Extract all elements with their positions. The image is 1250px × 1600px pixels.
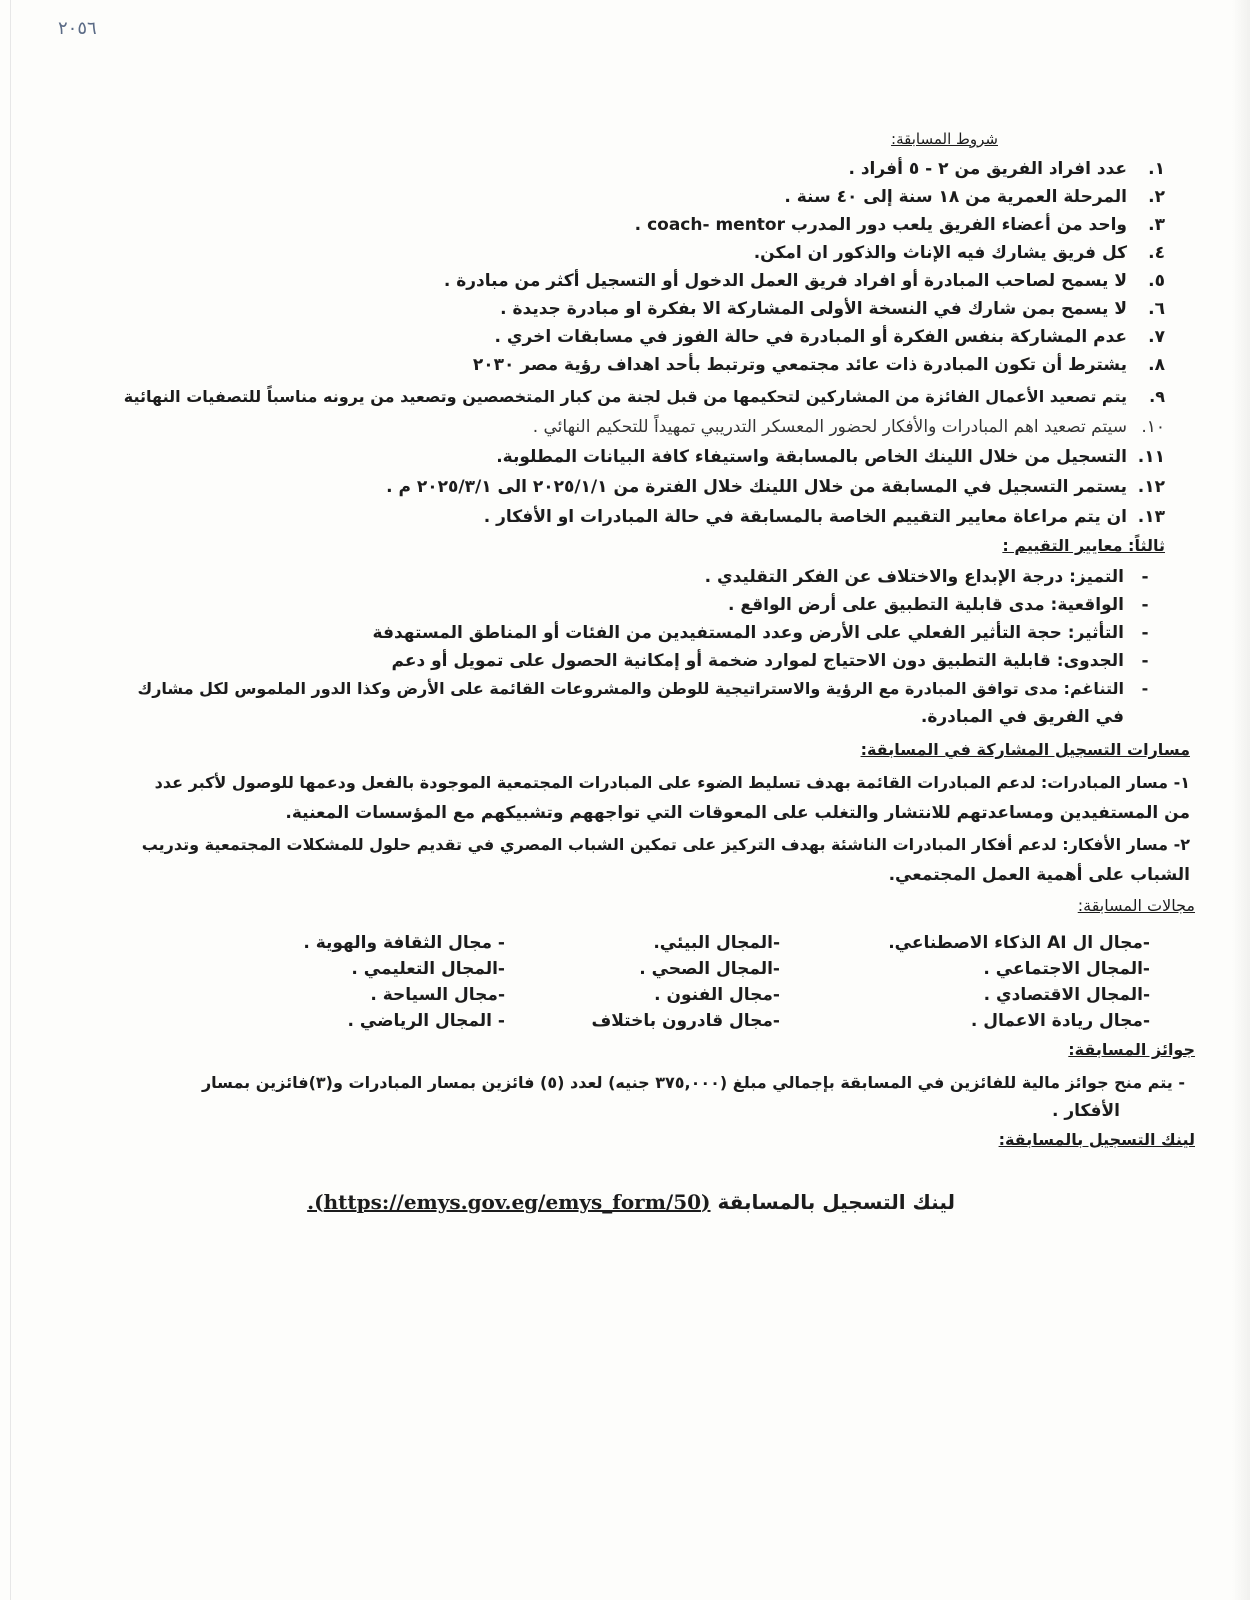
conditions-heading: شروط المسابقة:: [891, 130, 998, 148]
registration-heading: لينك التسجيل بالمسابقة:: [998, 1130, 1195, 1149]
criteria-item: -التميز: درجة الإبداع والاختلاف عن الفكر التقليدي .: [704, 567, 1149, 587]
field-sports: - المجال الرياضي .: [347, 1011, 505, 1031]
field-arts: -مجال الفنون .: [654, 985, 780, 1005]
condition-item: ١٠.سيتم تصعيد اهم المبادرات والأفكار لحضور المعسكر التدريبي تمهيداً للتحكيم النهائي .: [532, 417, 1165, 437]
fields-column-left: [275, 930, 505, 1034]
field-social: -المجال الاجتماعي .: [983, 959, 1150, 979]
condition-item: ٩.يتم تصعيد الأعمال الفائزة من المشاركين لتحكيمها من قبل لجنة من كبار المتخصصين وتصعيد من يرونه مناسباً للتصفيات النهائية: [123, 387, 1165, 406]
field-economic: -المجال الاقتصادي .: [983, 985, 1150, 1005]
scan-edge-right: [1232, 0, 1250, 1600]
track-ideas-line2: الشباب على أهمية العمل المجتمعي.: [888, 865, 1190, 885]
corner-mark: ٢٠٥٦: [58, 18, 97, 39]
registration-link-line: [307, 1190, 955, 1214]
field-tourism: -مجال السياحة .: [370, 985, 505, 1005]
track-initiatives-line2: من المستفيدين ومساعدتهم للانتشار والتغلب على المعوقات التي تواجههم وتشبيكهم مع المؤسسات المعنية.: [285, 803, 1190, 823]
criteria-item: -الواقعية: مدى قابلية التطبيق على أرض الواقع .: [728, 595, 1149, 615]
condition-item: ٣.واحد من أعضاء الفريق يلعب دور المدرب coach- mentor .: [634, 215, 1165, 235]
condition-item: ٦.لا يسمح بمن شارك في النسخة الأولى المشاركة الا بفكرة او مبادرة جديدة .: [500, 299, 1165, 319]
scan-edge-left: [10, 0, 11, 1600]
fields-column-right: [810, 930, 1150, 1034]
criteria-item: -التناغم: مدى توافق المبادرة مع الرؤية والاستراتيجية للوطن والمشروعات القائمة على الأرض وكذا الدور الملموس لكل مشارك: [137, 679, 1149, 698]
track-ideas-line1: ٢- مسار الأفكار: لدعم أفكار المبادرات الناشئة بهدف التركيز على تمكين الشباب المصري في تقديم حلول للمشكلات المجتمعية وتدريب: [141, 835, 1190, 854]
fields-column-middle: [530, 930, 780, 1034]
field-education: -المجال التعليمي .: [351, 959, 505, 979]
criteria-item: -الجدوى: قابلية التطبيق دون الاحتياج لموارد ضخمة أو إمكانية الحصول على تمويل أو دعم: [391, 651, 1149, 671]
field-entrepreneurship: -مجال ريادة الاعمال .: [970, 1011, 1150, 1031]
field-culture: - مجال الثقافة والهوية .: [303, 933, 505, 953]
condition-item: ٤.كل فريق يشارك فيه الإناث والذكور ان امكن.: [753, 243, 1165, 263]
condition-item: ١١.التسجيل من خلال اللينك الخاص بالمسابقة واستيفاء كافة البيانات المطلوبة.: [496, 447, 1165, 467]
prizes-line1: - يتم منح جوائز مالية للفائزين في المسابقة بإجمالي مبلغ (٣٧٥,٠٠٠ جنيه) لعدد (٥) فائزين بمسار المبادرات و(٣)فائزين بمسار: [201, 1073, 1185, 1092]
criteria-continuation: في الفريق في المبادرة.: [920, 707, 1124, 727]
fields-heading: مجالات المسابقة:: [1077, 896, 1195, 915]
field-disabilities: -مجال قادرون باختلاف: [591, 1011, 780, 1031]
field-environment: -المجال البيئي.: [653, 933, 780, 953]
condition-item: ٥.لا يسمح لصاحب المبادرة أو افراد فريق العمل الدخول أو التسجيل أكثر من مبادرة .: [443, 271, 1165, 291]
field-health: -المجال الصحي .: [639, 959, 780, 979]
condition-item: ١.عدد افراد الفريق من ٢ - ٥ أفراد .: [848, 159, 1165, 179]
prizes-line2: الأفكار .: [1051, 1101, 1120, 1121]
registration-label: لينك التسجيل بالمسابقة: [717, 1190, 955, 1214]
condition-item: ٨.يشترط أن تكون المبادرة ذات عائد مجتمعي وترتبط بأحد اهداف رؤية مصر ٢٠٣٠: [472, 355, 1165, 375]
registration-url[interactable]: (https://emys.gov.eg/emys_form/50).: [307, 1190, 711, 1214]
criteria-item: -التأثير: حجة التأثير الفعلي على الأرض وعدد المستفيدين من الفئات أو المناطق المستهدفة: [372, 623, 1149, 643]
condition-item: ١٢.يستمر التسجيل في المسابقة من خلال اللينك خلال الفترة من ٢٠٢٥/١/١ الى ٢٠٢٥/٣/١ م .: [386, 477, 1165, 497]
condition-item: ١٣.ان يتم مراعاة معايير التقييم الخاصة بالمسابقة في حالة المبادرات او الأفكار .: [483, 507, 1165, 527]
criteria-heading: ثالثاً: معايير التقييم :: [1002, 536, 1165, 555]
condition-item: ٢.المرحلة العمرية من ١٨ سنة إلى ٤٠ سنة .: [784, 187, 1165, 207]
prizes-heading: جوائز المسابقة:: [1068, 1040, 1195, 1059]
condition-item: ٧.عدم المشاركة بنفس الفكرة أو المبادرة في حالة الفوز في مسابقات اخري .: [494, 327, 1165, 347]
field-ai: -مجال ال AI الذكاء الاصطناعي.: [888, 933, 1150, 953]
track-initiatives-line1: ١- مسار المبادرات: لدعم المبادرات القائمة بهدف تسليط الضوء على المبادرات المجتمعية الموجودة بالفعل ودعمها للوصول لأكبر عدد: [154, 773, 1190, 792]
tracks-heading: مسارات التسجيل المشاركة في المسابقة:: [860, 740, 1190, 759]
